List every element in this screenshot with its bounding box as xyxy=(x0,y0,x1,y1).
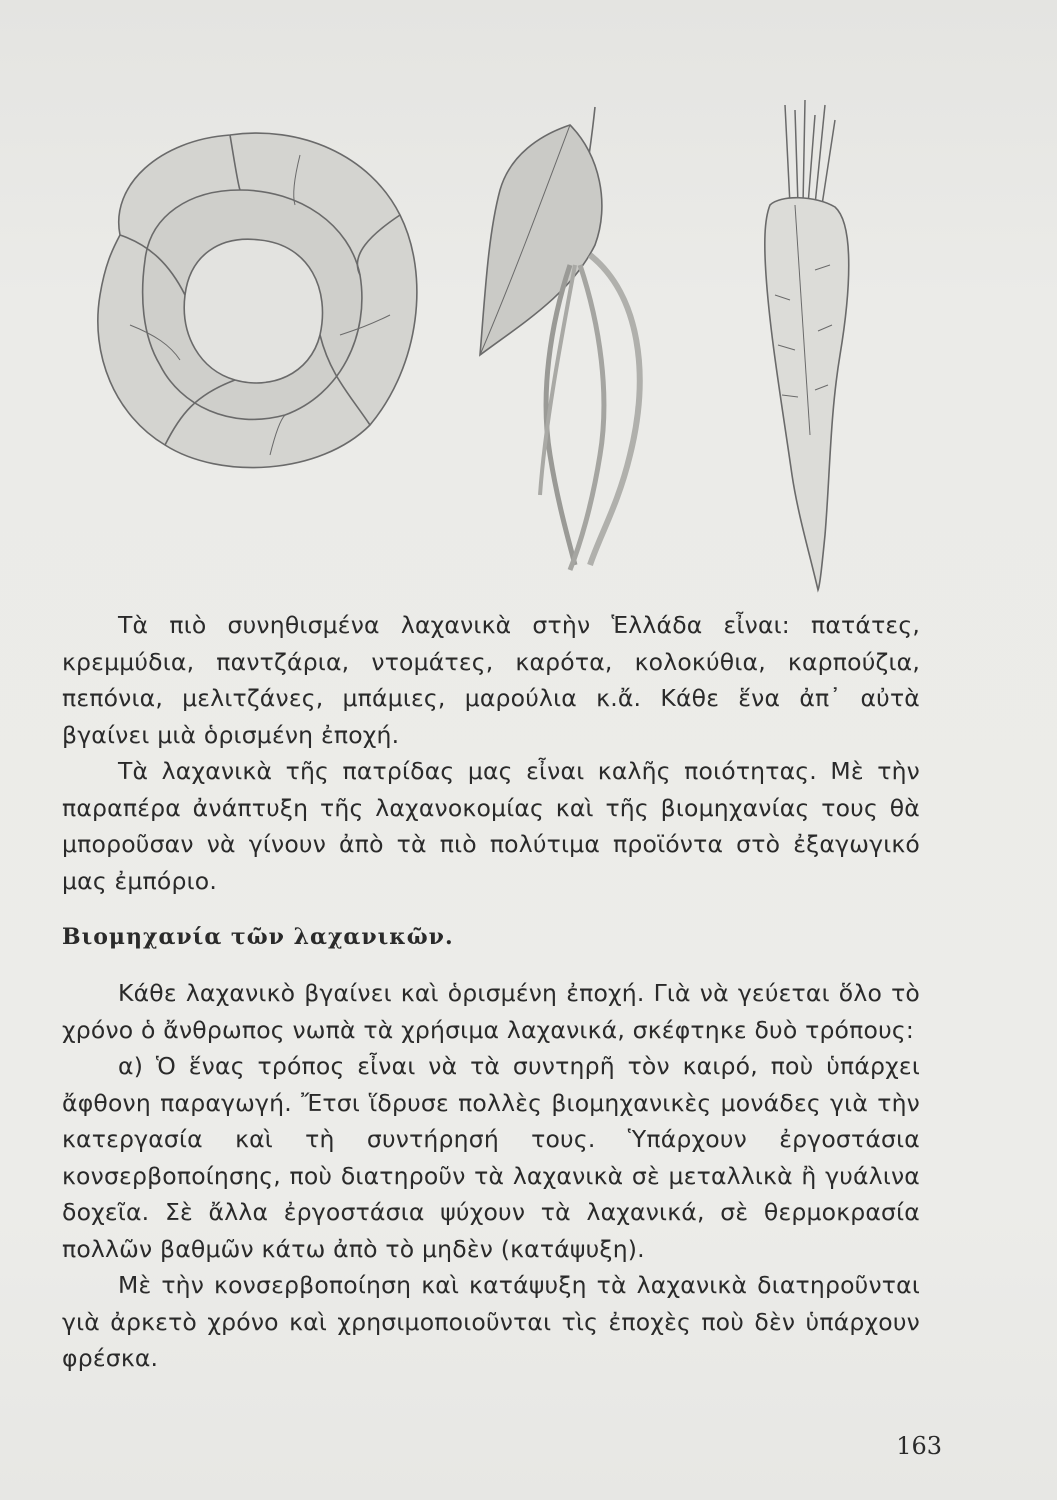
section-heading: Βιομηχανία τῶν λαχανικῶν. xyxy=(62,924,454,950)
intro-text xyxy=(62,607,920,899)
paragraph-canning: Μὲ τὴν κονσερβοποίηση καὶ κατάψυξη τὰ λαχανικὰ διατηροῦνται γιὰ ἀρκετὸ χρόνο καὶ χρησιμοποιοῦνται τὶς ἐποχὲς ποὺ δὲν ὑπάρχουν φρέσκα. xyxy=(62,1271,920,1372)
cabbage-drawing xyxy=(98,133,417,467)
paragraph-seasons: Κάθε λαχανικὸ βγαίνει καὶ ὁρισμένη ἐποχή. Γιὰ νὰ γεύεται ὅλο τὸ χρόνο ὁ ἄνθρωπος νωπὰ τὰ χρήσιμα λαχανικά, σκέφτηκε δυὸ τρόπους: xyxy=(62,979,920,1044)
carrots-drawing xyxy=(765,100,849,590)
paragraph-quality: Τὰ λαχανικὰ τῆς πατρίδας μας εἶναι καλῆς ποιότητας. Μὲ τὴν παραπέρα ἀνάπτυξη τῆς λαχανοκομίας καὶ τῆς βιομηχανίας τους θὰ μποροῦσαν νὰ γίνουν ἀπὸ τὰ πιὸ πολύτιμα προϊόντα στὸ ἐξαγωγικό μας ἐμπόριο. xyxy=(62,757,920,895)
paragraph-preservation: α) Ὁ ἕνας τρόπος εἶναι νὰ τὰ συντηρῆ τὸν καιρό, ποὺ ὑπάρχει ἄφθονη παραγωγή. Ἔτσι ἵδρυσε πολλὲς βιομηχανικὲς μονάδες γιὰ τὴν κατεργασία καὶ τὴ συντήρησή τους. Ὑπάρχουν ἐργοστάσια κονσερβοποίησης, ποὺ διατηροῦν τὰ λαχανικὰ σὲ μεταλλικὰ ἢ γυάλινα δοχεῖα. Σὲ ἄλλα ἐργοστάσια ψύχουν τὰ λαχανικά, σὲ θερμοκρασία πολλῶν βαθμῶν κάτω ἀπὸ τὸ μηδὲν (κατάψυξη). xyxy=(62,1052,920,1263)
paragraph-common-vegetables: Τὰ πιὸ συνηθισμένα λαχανικὰ στὴν Ἑλλάδα εἶναι: πατάτες, κρεμμύδια, παντζάρια, ντομάτες, καρότα, κολοκύθια, καρπούζια, πεπόνια, μελιτζάνες, μπάμιες, μαρούλια κ.ἄ. Κάθε ἕνα ἀπ᾽ αὐτὰ βγαίνει μιὰ ὁρισμένη ἐποχή. xyxy=(62,611,920,749)
page-number: 163 xyxy=(896,1432,942,1460)
beans-drawing xyxy=(480,107,640,570)
industry-text xyxy=(62,975,920,1377)
vegetables-illustration xyxy=(70,95,930,595)
